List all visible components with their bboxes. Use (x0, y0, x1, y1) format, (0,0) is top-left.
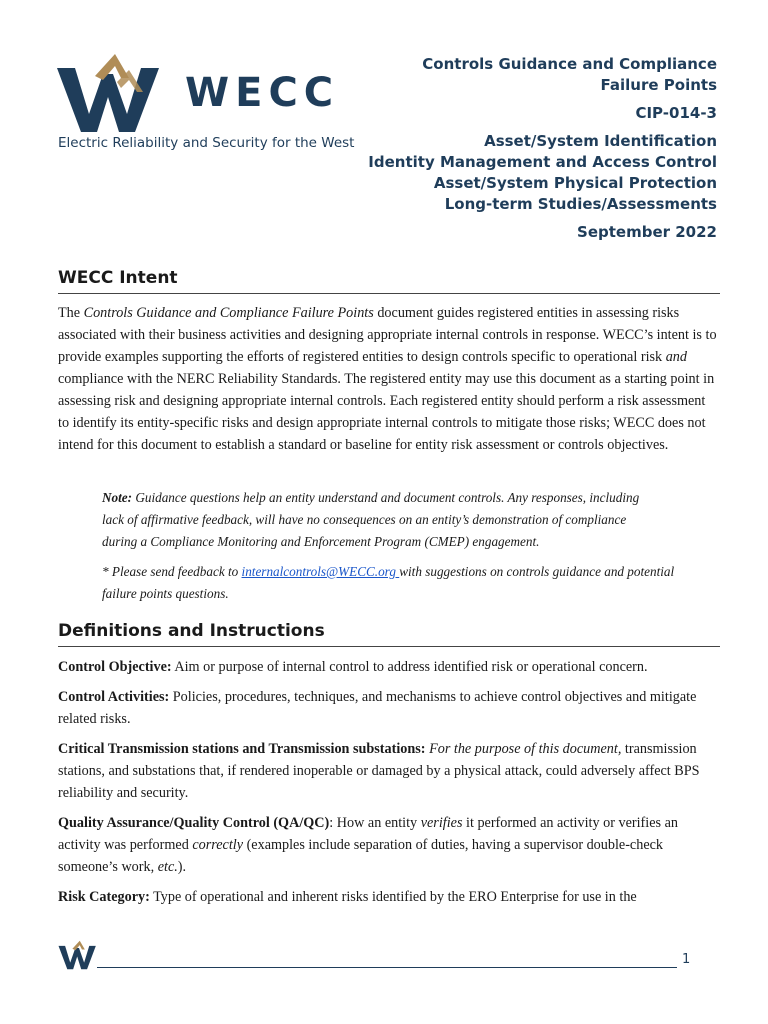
topic-1: Asset/System Identification (484, 132, 717, 150)
footer-divider (97, 967, 677, 968)
guidance-note (102, 487, 662, 553)
definition-term: Risk Category: (58, 889, 150, 905)
wecc-logo-icon (57, 52, 169, 134)
document-title-block (357, 54, 717, 243)
standard-id: CIP-014-3 (635, 104, 717, 122)
definition-control-objective (58, 656, 720, 678)
footer-logo-icon (57, 940, 101, 970)
document-date: September 2022 (577, 223, 717, 241)
definition-text: it performed an activity or verifies an activity was performed (58, 815, 678, 853)
definition-term: Critical Transmission stations and Transmission substations: (58, 741, 426, 757)
section-title-intent: WECC Intent (58, 268, 720, 294)
definition-qa-qc (58, 812, 720, 878)
definition-italic: etc. (157, 859, 178, 875)
definition-text: (examples include separation of duties, having a supervisor double-check someone’s work, (58, 837, 664, 875)
definition-italic: For the purpose of this document, (425, 741, 622, 757)
intent-paragraph (58, 302, 718, 456)
brand-wordmark: WECC (185, 70, 340, 116)
definition-text: Policies, procedures, techniques, and mechanisms to achieve control objectives and mitigate related risks. (58, 689, 697, 727)
definition-critical-transmission (58, 738, 720, 804)
intent-text-part-2: compliance with the NERC Reliability Standards. The registered entity may use this document as a starting point in assessing risk and designing appropriate internal controls. Each registered entity should perform a risk assessment to identify its entity-specific risks and design appropriate internal controls to mitigate those risks; WECC does not intend for this document to establish a standard or baseline for entity risk assessment or controls objectives. (58, 371, 715, 453)
section-title-definitions: Definitions and Instructions (58, 621, 720, 647)
topic-3: Asset/System Physical Protection (433, 174, 717, 192)
feedback-note (102, 561, 682, 605)
definition-term: Control Objective: (58, 659, 172, 675)
intent-text-part-1: document guides registered entities in assessing risks associated with their business activities and designing appropriate internal controls in response. WECC’s intent is to provide examples supporting the efforts of registered entities to design controls specific to operational risk (58, 305, 717, 365)
definition-text: Aim or purpose of internal control to address identified risk or operational concern. (171, 659, 648, 675)
definition-text: : How an entity (329, 815, 421, 831)
definition-term: Quality Assurance/Quality Control (QA/QC) (58, 815, 330, 831)
brand-tagline: Electric Reliability and Security for the West (58, 135, 355, 151)
intent-doc-name: Controls Guidance and Compliance Failure Points (83, 305, 374, 321)
feedback-text-post: with suggestions on controls guidance and potential failure points questions. (102, 564, 675, 601)
definition-text: ). (177, 859, 187, 875)
intent-emphasis-and: and (665, 349, 687, 365)
feedback-text-pre: * Please send feedback to (102, 564, 242, 579)
definition-risk-category (58, 886, 720, 908)
doc-title-line-2: Failure Points (600, 76, 717, 94)
topic-2: Identity Management and Access Control (368, 153, 717, 171)
page-number: 1 (682, 952, 691, 967)
definition-text: Type of operational and inherent risks identified by the ERO Enterprise for use in the (149, 889, 637, 905)
definition-control-activities (58, 686, 720, 730)
definition-term: Control Activities: (58, 689, 170, 705)
topic-4: Long-term Studies/Assessments (444, 195, 717, 213)
definition-text: transmission stations, and substations that, if rendered inoperable or damaged by a physical attack, could adversely affect BPS reliability and security. (58, 741, 700, 801)
definition-italic: verifies (420, 815, 463, 831)
note-text: Guidance questions help an entity understand and document controls. Any responses, including lack of affirmative feedback, will have no consequences on an entity’s demonstration of compliance during a Compliance Monitoring and Enforcement Program (CMEP) engagement. (102, 490, 640, 549)
definition-italic: correctly (192, 837, 244, 853)
intent-text-start: The (58, 305, 84, 321)
document-header (0, 0, 768, 250)
feedback-email-link[interactable]: internalcontrols@WECC.org (241, 564, 400, 579)
doc-title-line-1: Controls Guidance and Compliance (422, 55, 717, 73)
note-label: Note: (102, 490, 133, 505)
